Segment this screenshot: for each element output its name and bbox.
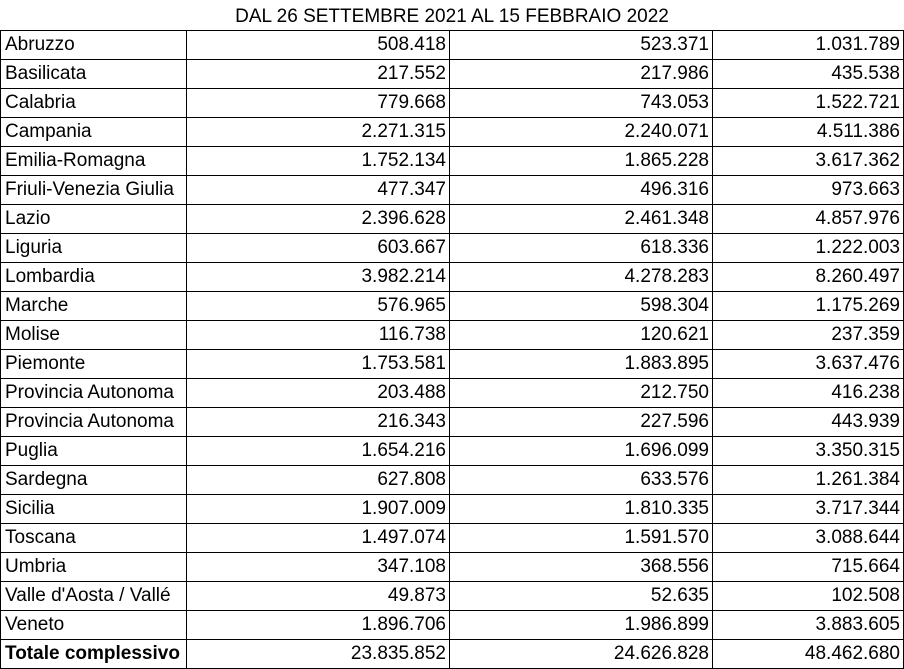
- value-cell-3[interactable]: 443.939: [713, 408, 904, 437]
- region-name-cell[interactable]: Abruzzo: [1, 31, 187, 60]
- table-row: [1, 292, 904, 321]
- value-cell-1[interactable]: 216.343: [187, 408, 450, 437]
- value-cell-3[interactable]: 3.637.476: [713, 350, 904, 379]
- value-cell-3[interactable]: 1.261.384: [713, 466, 904, 495]
- value-cell-1[interactable]: 477.347: [187, 176, 450, 205]
- region-name-cell[interactable]: Puglia: [1, 437, 187, 466]
- value-cell-1[interactable]: 627.808: [187, 466, 450, 495]
- value-cell-1[interactable]: 603.667: [187, 234, 450, 263]
- value-cell-1[interactable]: 49.873: [187, 582, 450, 611]
- total-row: [1, 640, 904, 669]
- region-name-cell[interactable]: Marche: [1, 292, 187, 321]
- value-cell-3[interactable]: 3.088.644: [713, 524, 904, 553]
- table-row: [1, 31, 904, 60]
- data-table: [0, 30, 904, 669]
- value-cell-2[interactable]: 523.371: [450, 31, 713, 60]
- table-row: [1, 408, 904, 437]
- value-cell-1[interactable]: 116.738: [187, 321, 450, 350]
- value-cell-3[interactable]: 4.857.976: [713, 205, 904, 234]
- value-cell-2[interactable]: 1.591.570: [450, 524, 713, 553]
- table-row: [1, 147, 904, 176]
- value-cell-1[interactable]: 203.488: [187, 379, 450, 408]
- region-name-cell[interactable]: Provincia Autonoma: [1, 379, 187, 408]
- value-cell-3[interactable]: 237.359: [713, 321, 904, 350]
- table-row: [1, 495, 904, 524]
- value-cell-1[interactable]: 1.896.706: [187, 611, 450, 640]
- total-label-cell[interactable]: Totale complessivo: [1, 640, 187, 669]
- value-cell-1[interactable]: 1.907.009: [187, 495, 450, 524]
- value-cell-2[interactable]: 496.316: [450, 176, 713, 205]
- table-row: [1, 60, 904, 89]
- region-name-cell[interactable]: Molise: [1, 321, 187, 350]
- region-name-cell[interactable]: Friuli-Venezia Giulia: [1, 176, 187, 205]
- region-name-cell[interactable]: Piemonte: [1, 350, 187, 379]
- region-name-cell[interactable]: Campania: [1, 118, 187, 147]
- value-cell-3[interactable]: 1.031.789: [713, 31, 904, 60]
- table-row: [1, 234, 904, 263]
- value-cell-3[interactable]: 715.664: [713, 553, 904, 582]
- value-cell-3[interactable]: 1.175.269: [713, 292, 904, 321]
- table-row: [1, 379, 904, 408]
- value-cell-2[interactable]: 1.865.228: [450, 147, 713, 176]
- table-row: [1, 437, 904, 466]
- region-name-cell[interactable]: Basilicata: [1, 60, 187, 89]
- value-cell-2[interactable]: 633.576: [450, 466, 713, 495]
- value-cell-3[interactable]: 973.663: [713, 176, 904, 205]
- value-cell-3[interactable]: 416.238: [713, 379, 904, 408]
- table-row: [1, 321, 904, 350]
- region-name-cell[interactable]: Liguria: [1, 234, 187, 263]
- table-row: [1, 205, 904, 234]
- value-cell-2[interactable]: 743.053: [450, 89, 713, 118]
- value-cell-3[interactable]: 1.522.721: [713, 89, 904, 118]
- value-cell-2[interactable]: 227.596: [450, 408, 713, 437]
- value-cell-3[interactable]: 435.538: [713, 60, 904, 89]
- value-cell-2[interactable]: 1.986.899: [450, 611, 713, 640]
- value-cell-1[interactable]: 1.752.134: [187, 147, 450, 176]
- value-cell-1[interactable]: 3.982.214: [187, 263, 450, 292]
- region-name-cell[interactable]: Sicilia: [1, 495, 187, 524]
- value-cell-1[interactable]: 2.271.315: [187, 118, 450, 147]
- sheet-title: DAL 26 SETTEMBRE 2021 AL 15 FEBBRAIO 2022: [235, 6, 669, 27]
- value-cell-2[interactable]: 618.336: [450, 234, 713, 263]
- region-name-cell[interactable]: Calabria: [1, 89, 187, 118]
- value-cell-2[interactable]: 212.750: [450, 379, 713, 408]
- value-cell-1[interactable]: 217.552: [187, 60, 450, 89]
- value-cell-2[interactable]: 1.883.895: [450, 350, 713, 379]
- table-row: [1, 350, 904, 379]
- region-name-cell[interactable]: Lombardia: [1, 263, 187, 292]
- value-cell-1[interactable]: 1.497.074: [187, 524, 450, 553]
- region-name-cell[interactable]: Lazio: [1, 205, 187, 234]
- table-row: [1, 118, 904, 147]
- value-cell-3[interactable]: 3.717.344: [713, 495, 904, 524]
- region-name-cell[interactable]: Emilia-Romagna: [1, 147, 187, 176]
- value-cell-2[interactable]: 2.461.348: [450, 205, 713, 234]
- value-cell-2[interactable]: 217.986: [450, 60, 713, 89]
- value-cell-1[interactable]: 779.668: [187, 89, 450, 118]
- total-value-cell-2[interactable]: 24.626.828: [450, 640, 713, 669]
- value-cell-2[interactable]: 4.278.283: [450, 263, 713, 292]
- table-row: [1, 524, 904, 553]
- value-cell-1[interactable]: 1.753.581: [187, 350, 450, 379]
- table-row: [1, 89, 904, 118]
- value-cell-3[interactable]: 3.350.315: [713, 437, 904, 466]
- value-cell-1[interactable]: 508.418: [187, 31, 450, 60]
- table-row: [1, 582, 904, 611]
- table-row: [1, 263, 904, 292]
- region-name-cell[interactable]: Provincia Autonoma: [1, 408, 187, 437]
- region-name-cell[interactable]: Veneto: [1, 611, 187, 640]
- value-cell-1[interactable]: 2.396.628: [187, 205, 450, 234]
- table-row: [1, 611, 904, 640]
- region-name-cell[interactable]: Sardegna: [1, 466, 187, 495]
- region-name-cell[interactable]: Umbria: [1, 553, 187, 582]
- value-cell-3[interactable]: 3.617.362: [713, 147, 904, 176]
- value-cell-2[interactable]: 368.556: [450, 553, 713, 582]
- value-cell-2[interactable]: 52.635: [450, 582, 713, 611]
- value-cell-2[interactable]: 1.696.099: [450, 437, 713, 466]
- value-cell-3[interactable]: 1.222.003: [713, 234, 904, 263]
- table-row: [1, 553, 904, 582]
- region-name-cell[interactable]: Toscana: [1, 524, 187, 553]
- value-cell-3[interactable]: 8.260.497: [713, 263, 904, 292]
- value-cell-3[interactable]: 3.883.605: [713, 611, 904, 640]
- value-cell-2[interactable]: 1.810.335: [450, 495, 713, 524]
- table-row: [1, 176, 904, 205]
- value-cell-3[interactable]: 102.508: [713, 582, 904, 611]
- total-value-cell-1[interactable]: 23.835.852: [187, 640, 450, 669]
- region-name-cell[interactable]: Valle d'Aosta / Vallé: [1, 582, 187, 611]
- value-cell-1[interactable]: 1.654.216: [187, 437, 450, 466]
- value-cell-2[interactable]: 598.304: [450, 292, 713, 321]
- value-cell-2[interactable]: 120.621: [450, 321, 713, 350]
- value-cell-2[interactable]: 2.240.071: [450, 118, 713, 147]
- value-cell-1[interactable]: 576.965: [187, 292, 450, 321]
- table-row: [1, 466, 904, 495]
- table-body: [1, 31, 904, 669]
- value-cell-1[interactable]: 347.108: [187, 553, 450, 582]
- value-cell-3[interactable]: 4.511.386: [713, 118, 904, 147]
- total-value-cell-3[interactable]: 48.462.680: [713, 640, 904, 669]
